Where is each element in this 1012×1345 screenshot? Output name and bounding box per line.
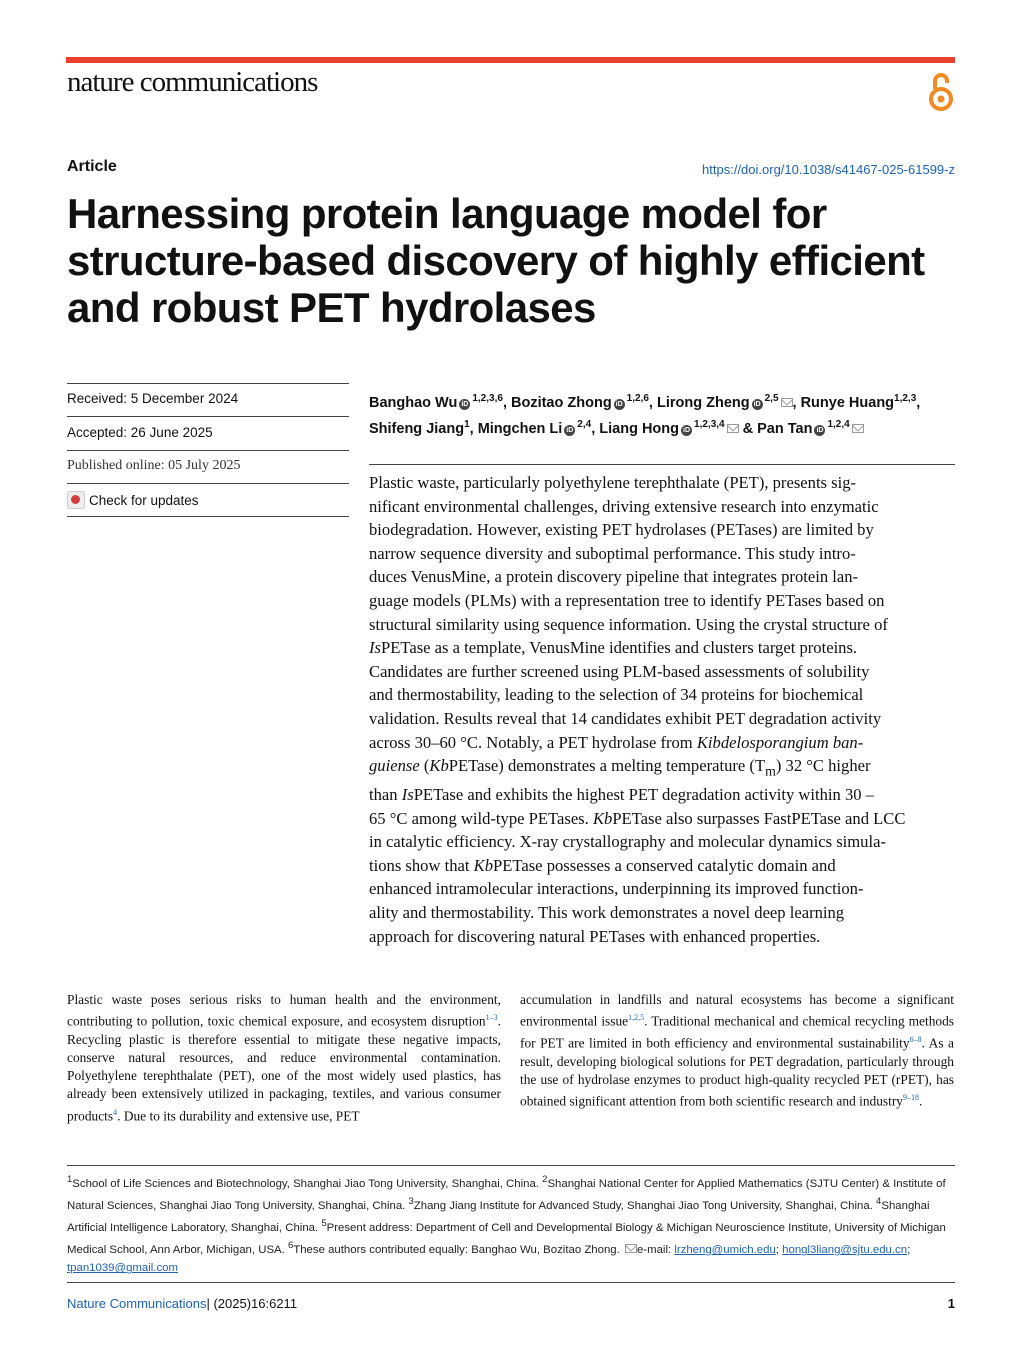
author-name: Pan Tan iD$^{1,2,4}$	[757, 421, 864, 437]
accepted-date: Accepted: 26 June 2025	[67, 425, 213, 440]
orcid-icon[interactable]: iD	[753, 400, 761, 408]
footer-citation	[67, 1296, 297, 1311]
footer-volume: | (2025)16:6211	[206, 1296, 298, 1311]
orcid-icon[interactable]: iD	[566, 426, 574, 434]
meta-divider	[67, 516, 349, 517]
meta-divider	[67, 450, 349, 451]
affiliation-marker: 1,2,4	[827, 418, 850, 430]
email-icon[interactable]	[852, 424, 864, 433]
meta-divider	[67, 416, 349, 417]
check-for-updates-button[interactable]	[67, 491, 349, 509]
author-name: Bozitao Zhong iD$^{1,2,6}$	[511, 393, 649, 411]
footer-journal: Nature Communications	[67, 1296, 207, 1311]
footer-divider	[67, 1282, 955, 1283]
affiliation-marker: 1,2,3,6	[472, 393, 503, 404]
body-column-2: accumulation in landfills and natural ecosystems has become a significant environmental issue$^{1,2,5}$. Traditional mechanical and chemical recycling methods for PET are limited in both efficiency and environmental sustainability$^{6-8}$. As a result, developing biological solutions for PET degradation, particularly through the use of hydrolase enzymes to product high-quality recycled PET (rPET), has obtained significant attention from both scientific research and industry$^{9-18}$.	[520, 992, 954, 1109]
author-name: Banghao Wu iD$^{1,2,3,6}$	[369, 393, 503, 411]
affiliation-marker: 1	[464, 418, 470, 430]
author-name: Mingchen Li iD$^{2,4}$	[477, 418, 592, 437]
doi-link[interactable]: https://doi.org/10.1038/s41467-025-61599-z	[702, 162, 955, 177]
email-label: e-mail:	[636, 1244, 672, 1257]
orcid-icon[interactable]: iD	[461, 400, 469, 408]
article-title: Harnessing protein language model for structure-based discovery of highly efficient and robust PET hydrolases	[67, 190, 925, 331]
meta-divider	[67, 483, 349, 484]
affiliation-marker: 2,4	[577, 418, 592, 430]
received-date: Received: 5 December 2024	[67, 391, 239, 406]
email-link-hong[interactable]: hongl3liang@sjtu.edu.cn	[782, 1244, 908, 1257]
affiliation-marker: 2,5	[764, 393, 779, 404]
email-icon[interactable]	[781, 398, 793, 407]
journal-name: nature communications	[67, 66, 318, 98]
meta-divider	[67, 383, 349, 384]
email-icon[interactable]	[727, 424, 739, 433]
orcid-icon[interactable]: iD	[683, 426, 691, 434]
orcid-icon[interactable]: iD	[816, 426, 824, 434]
author-name: Runye Huang$^{1,2,3}$	[800, 393, 917, 411]
header-accent-bar	[66, 57, 955, 63]
author-name: Shifeng Jiang$^1$	[369, 418, 470, 437]
affiliation-marker: 1,2,3	[894, 393, 917, 404]
check-updates-label: Check for updates	[89, 492, 199, 508]
affiliation-marker: 1,2,6	[626, 393, 649, 404]
email-icon	[625, 1244, 637, 1253]
page-number: 1	[947, 1296, 955, 1311]
abstract-divider	[369, 464, 955, 465]
author-name: Liang Hong iD$^{1,2,3,4}$	[599, 421, 738, 437]
affiliations-footnote: $^1$School of Life Sciences and Biotechnology, Shanghai Jiao Tong University, Shanghai, China. $^2$Shanghai National Center for Applied Mathematics (SJTU Center) & Institute of Natural Sciences, Shanghai Jiao Tong University, Shanghai, China. $^3$Zhang Jiang Institute for Advanced Study, Shanghai Jiao Tong University, Shanghai, China. $^4$Shanghai Artificial Intelligence Laboratory, Shanghai, China. $^5$Present address: Department of Cell and Developmental Biology & Michigan Neuroscience Institute, University of Michigan Medical School, Ann Arbor, Michigan, USA. $^6$These authors contributed equally: Banghao Wu, Bozitao Zhong. e-mail: lrzheng@umich.edu; hongl3liang@sjtu.edu.cn; tpan1039@gmail.com	[67, 1174, 946, 1275]
open-access-lock-icon	[927, 69, 955, 113]
article-type: Article	[67, 158, 117, 175]
author-list: Banghao Wu iD$^{1,2,3,6}$, Bozitao Zhong iD$^{1,2,6}$, Lirong Zheng iD$^{2,5}$ , Runye Huang$^{1,2,3}$, Shifeng Jiang$^1$, Mingchen Li iD$^{2,4}$, Liang Hong iD$^{1,2,3,4}$ & Pan Tan iD$^{1,2,4}$	[369, 393, 921, 437]
published-date: Published online: 05 July 2025	[67, 458, 241, 473]
check-updates-icon	[67, 491, 85, 509]
email-link-zheng[interactable]: lrzheng@umich.edu	[674, 1244, 776, 1257]
email-link-tan[interactable]: tpan1039@gmail.com	[67, 1262, 178, 1275]
body-column-1: Plastic waste poses serious risks to human health and the environment, contributing to pollution, toxic chemical exposure, and ecosystem disruption$^{1-3}$. Recycling plastic is therefore essential to mitigate these negative impacts, conserve natural resources, and reduce environmental contamination. Polyethylene terephthalate (PET), one of the most widely used plastics, has already been extensively utilized in packaging, textiles, and various consumer products$^4$. Due to its durability and extensive use, PET	[67, 992, 501, 1124]
footnote-divider	[67, 1165, 955, 1166]
author-name: Lirong Zheng iD$^{2,5}$	[657, 395, 793, 411]
abstract: Plastic waste, particularly polyethylene terephthalate (PET), presents sig- nificant environmental challenges, driving extensive research into enzymatic biodegradation. However, existing PET hydrolases (PETases) are limited by narrow sequence diversity and suboptimal performance. This study intro- duces VenusMine, a protein discovery pipeline that integrates protein lan- guage models (PLMs) with a representation tree to identify PETases based on structural similarity using sequence information. Using the crystal structure of IsPETase as a template, VenusMine identifies and clusters target proteins. Candidates are further screened using PLM-based assessments of solubility and thermostability, leading to the selection of 34 proteins for biochemical validation. Results reveal that 14 candidates exhibit PET degradation activity across 30–60 °C. Notably, a PET hydrolase from Kibdelosporangium ban- guiense (KbPETase) demonstrates a melting temperature $(T_m)$ 32 °C higher than IsPETase and exhibits the highest PET degradation activity within 30 – 65 °C among wild-type PETases. KbPETase also surpasses FastPETase and LCC in catalytic efficiency. X-ray crystallography and molecular dynamics simula- tions show that KbPETase possesses a conserved catalytic domain and enhanced intramolecular interactions, underpinning its improved function- ality and thermostability. This work demonstrates a novel deep learning approach for discovering natural PETases with enhanced properties.	[369, 473, 906, 946]
affiliation-marker: 1,2,3,4	[694, 418, 725, 430]
orcid-icon[interactable]: iD	[615, 400, 623, 408]
